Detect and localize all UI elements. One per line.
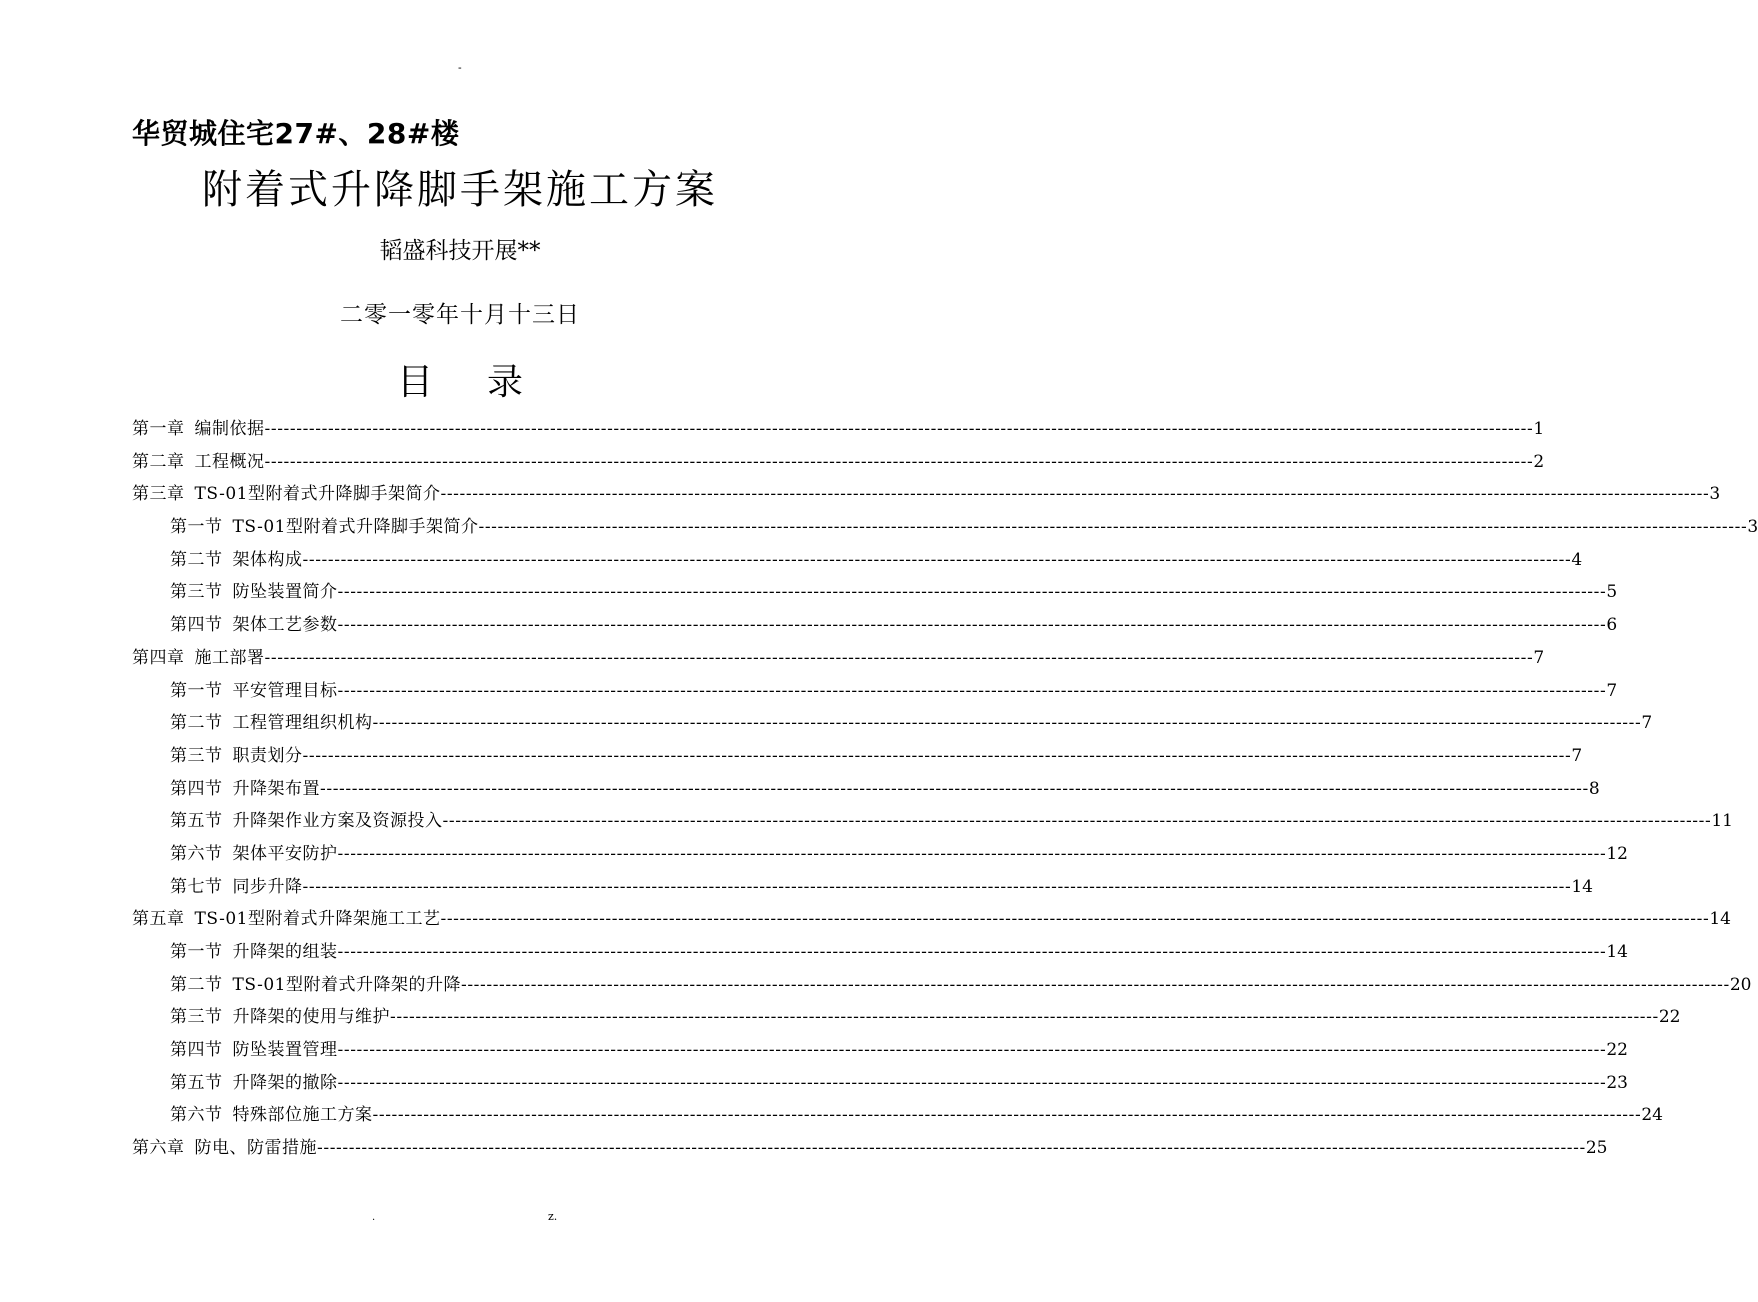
- toc-dot-leader: --------------------------------------------------------------------------------------------------------------------------------------------------------------------------------------------------------: [390, 1007, 1659, 1028]
- toc-dot-leader: --------------------------------------------------------------------------------------------------------------------------------------------------------------------------------------------------------: [440, 909, 1710, 930]
- toc-section-entry[interactable]: [132, 577, 1618, 610]
- toc-page-number: 3: [1747, 517, 1758, 538]
- toc-entry-title: 防坠装置管理: [232, 1040, 338, 1061]
- toc-entry-label: [170, 774, 320, 799]
- toc-heading-part1: 目: [396, 362, 433, 403]
- toc-heading: [0, 354, 920, 405]
- toc-entry-number: 第一节: [170, 942, 223, 962]
- toc-entry-number: 第二节: [170, 713, 223, 734]
- toc-dot-leader: --------------------------------------------------------------------------------------------------------------------------------------------------------------------------------------------------------: [372, 713, 1642, 734]
- toc-dot-leader: --------------------------------------------------------------------------------------------------------------------------------------------------------------------------------------------------------: [337, 582, 1607, 603]
- toc-page-number: 23: [1606, 1072, 1628, 1093]
- toc-section-entry[interactable]: [132, 872, 1593, 905]
- toc-entry-number: 第二章: [132, 451, 185, 472]
- toc-entry-title: 施工部署: [194, 647, 265, 668]
- toc-chapter-entry[interactable]: [132, 447, 1545, 480]
- toc-entry-number: 第六节: [170, 1105, 223, 1126]
- toc-chapter-entry[interactable]: [132, 1133, 1608, 1166]
- toc-entry-label: [170, 872, 303, 897]
- toc-chapter-entry[interactable]: [132, 904, 1731, 937]
- toc-section-entry[interactable]: [132, 1068, 1628, 1101]
- toc-entry-label: [170, 1068, 338, 1093]
- toc-entry-number: 第五节: [170, 811, 223, 832]
- toc-page-number: 7: [1641, 713, 1653, 734]
- toc-chapter-entry[interactable]: [132, 643, 1545, 676]
- toc-section-entry[interactable]: [132, 545, 1583, 578]
- toc-dot-leader: --------------------------------------------------------------------------------------------------------------------------------------------------------------------------------------------------------: [264, 451, 1534, 472]
- toc-page-number: 11: [1711, 811, 1733, 832]
- toc-entry-title: 升降架的组装: [232, 942, 338, 962]
- toc-page-number: 4: [1571, 549, 1583, 570]
- toc-dot-leader: --------------------------------------------------------------------------------------------------------------------------------------------------------------------------------------------------------: [264, 647, 1534, 668]
- toc-entry-label: [132, 643, 265, 668]
- toc-entry-title: 编制依据: [194, 419, 265, 439]
- toc-entry-label: [132, 447, 265, 472]
- toc-page-number: 7: [1606, 680, 1618, 701]
- toc-entry-label: [170, 937, 338, 962]
- toc-entry-title: 防坠装置简介: [232, 582, 338, 603]
- toc-entry-label: [132, 414, 265, 439]
- toc-page-number: 14: [1606, 942, 1628, 962]
- toc-entry-title: 升降架作业方案及资源投入: [232, 811, 443, 832]
- toc-dot-leader: --------------------------------------------------------------------------------------------------------------------------------------------------------------------------------------------------------: [320, 778, 1589, 799]
- toc-dot-leader: --------------------------------------------------------------------------------------------------------------------------------------------------------------------------------------------------------: [317, 1138, 1586, 1159]
- toc-entry-title: 平安管理目标: [232, 680, 338, 701]
- toc-entry-number: 第一章: [132, 419, 185, 439]
- toc-entry-title: TS-01型附着式升降架施工工艺: [194, 909, 441, 930]
- toc-dot-leader: --------------------------------------------------------------------------------------------------------------------------------------------------------------------------------------------------------: [337, 1072, 1607, 1093]
- toc-page-number: 14: [1571, 876, 1593, 897]
- toc-entry-label: [132, 1133, 317, 1158]
- company-name: 韬盛科技开展**: [379, 238, 541, 264]
- toc-page-number: 22: [1606, 1040, 1628, 1061]
- toc-page-number: 25: [1585, 1138, 1608, 1159]
- toc-entry-label: [170, 545, 303, 570]
- toc-entry-number: 第五章: [132, 909, 185, 930]
- toc-page-number: 7: [1533, 647, 1545, 668]
- toc-entry-title: 升降架布置: [232, 778, 320, 799]
- toc-entry-title: TS-01型附着式升降脚手架简介: [194, 484, 441, 505]
- toc-dot-leader: --------------------------------------------------------------------------------------------------------------------------------------------------------------------------------------------------------: [372, 1105, 1642, 1126]
- toc-entry-title: 架体工艺参数: [232, 615, 338, 636]
- toc-section-entry[interactable]: [132, 806, 1733, 839]
- toc-entry-number: 第五节: [170, 1072, 223, 1093]
- toc-entry-label: [132, 904, 440, 929]
- toc-section-entry[interactable]: [132, 1100, 1663, 1133]
- toc-section-entry[interactable]: [132, 610, 1618, 643]
- document-date: 二零一零年十月十三日: [340, 302, 580, 328]
- toc-entry-label: [170, 676, 338, 701]
- toc-entry-number: 第三节: [170, 745, 223, 766]
- toc-dot-leader: --------------------------------------------------------------------------------------------------------------------------------------------------------------------------------------------------------: [337, 615, 1607, 636]
- toc-entry-title: 架体构成: [232, 549, 303, 570]
- toc-entry-number: 第四章: [132, 647, 185, 668]
- toc-entry-title: 特殊部位施工方案: [232, 1105, 373, 1126]
- toc-dot-leader: --------------------------------------------------------------------------------------------------------------------------------------------------------------------------------------------------------: [302, 549, 1572, 570]
- toc-entry-number: 第四节: [170, 1040, 223, 1061]
- toc-entry-label: [132, 479, 440, 504]
- toc-section-entry[interactable]: [132, 774, 1600, 807]
- toc-entry-label: [170, 1100, 373, 1125]
- toc-entry-title: TS-01型附着式升降脚手架简介: [232, 517, 479, 538]
- toc-section-entry[interactable]: [132, 676, 1618, 709]
- toc-entry-title: 职责划分: [232, 745, 303, 766]
- toc-section-entry[interactable]: [132, 512, 1758, 545]
- toc-page-number: 14: [1709, 909, 1731, 930]
- toc-entry-number: 第二节: [170, 549, 223, 570]
- toc-dot-leader: --------------------------------------------------------------------------------------------------------------------------------------------------------------------------------------------------------: [442, 811, 1712, 832]
- document-title: 附着式升降脚手架施工方案: [202, 167, 718, 213]
- toc-entry-label: [170, 839, 338, 864]
- toc-dot-leader: --------------------------------------------------------------------------------------------------------------------------------------------------------------------------------------------------------: [440, 484, 1710, 505]
- toc-dot-leader: --------------------------------------------------------------------------------------------------------------------------------------------------------------------------------------------------------: [337, 843, 1607, 864]
- header-mark: -: [458, 62, 462, 74]
- toc-entry-number: 第四节: [170, 615, 223, 636]
- footer-right-mark: z.: [548, 1210, 558, 1223]
- table-of-contents: [132, 414, 1758, 1166]
- toc-entry-label: [170, 806, 443, 831]
- toc-page-number: 2: [1533, 451, 1545, 472]
- toc-dot-leader: --------------------------------------------------------------------------------------------------------------------------------------------------------------------------------------------------------: [302, 876, 1572, 897]
- toc-entry-number: 第二节: [170, 974, 223, 995]
- toc-page-number: 20: [1729, 974, 1752, 995]
- toc-entry-title: 升降架的撤除: [232, 1072, 338, 1093]
- toc-section-entry[interactable]: [132, 1002, 1681, 1035]
- toc-page-number: 24: [1641, 1105, 1663, 1126]
- toc-page-number: 1: [1533, 419, 1545, 439]
- toc-section-entry[interactable]: [132, 741, 1583, 774]
- toc-entry-title: 架体平安防护: [232, 843, 338, 864]
- toc-entry-number: 第一节: [170, 517, 223, 538]
- toc-entry-label: [170, 1035, 338, 1060]
- toc-entry-label: [170, 577, 338, 602]
- toc-section-entry[interactable]: [132, 937, 1628, 970]
- toc-section-entry[interactable]: [132, 1035, 1628, 1068]
- toc-entry-label: [170, 708, 373, 733]
- toc-dot-leader: --------------------------------------------------------------------------------------------------------------------------------------------------------------------------------------------------------: [264, 419, 1534, 439]
- toc-page-number: 5: [1606, 582, 1618, 603]
- project-name: 华贸城住宅27#、28#楼: [132, 117, 460, 150]
- toc-heading-part2: 录: [487, 362, 524, 403]
- toc-entry-number: 第三章: [132, 484, 185, 505]
- toc-entry-title: 升降架的使用与维护: [232, 1007, 390, 1028]
- toc-dot-leader: --------------------------------------------------------------------------------------------------------------------------------------------------------------------------------------------------------: [337, 680, 1607, 701]
- toc-entry-label: [170, 610, 338, 635]
- toc-page-number: 6: [1606, 615, 1618, 636]
- toc-entry-title: 同步升降: [232, 876, 303, 897]
- toc-chapter-entry[interactable]: [132, 479, 1721, 512]
- toc-entry-label: [170, 1002, 390, 1027]
- toc-entry-title: 工程管理组织机构: [232, 713, 373, 734]
- toc-chapter-entry[interactable]: [132, 414, 1545, 447]
- toc-entry-label: [170, 741, 303, 766]
- toc-entry-number: 第七节: [170, 876, 223, 897]
- toc-page-number: 22: [1658, 1007, 1681, 1028]
- toc-entry-label: [170, 512, 478, 537]
- toc-entry-number: 第一节: [170, 680, 223, 701]
- toc-page-number: 12: [1606, 843, 1628, 864]
- toc-page-number: 8: [1588, 778, 1600, 799]
- toc-entry-number: 第三节: [170, 1007, 223, 1028]
- toc-page-number: 3: [1709, 484, 1721, 505]
- toc-section-entry[interactable]: [132, 708, 1653, 741]
- footer-left-mark: .: [372, 1212, 376, 1223]
- toc-dot-leader: --------------------------------------------------------------------------------------------------------------------------------------------------------------------------------------------------------: [337, 1040, 1607, 1061]
- toc-entry-title: TS-01型附着式升降架的升降: [232, 974, 461, 995]
- toc-dot-leader: --------------------------------------------------------------------------------------------------------------------------------------------------------------------------------------------------------: [460, 974, 1730, 995]
- toc-dot-leader: --------------------------------------------------------------------------------------------------------------------------------------------------------------------------------------------------------: [302, 745, 1572, 766]
- toc-entry-title: 防电、防雷措施: [194, 1138, 317, 1159]
- toc-entry-number: 第四节: [170, 778, 223, 799]
- toc-entry-number: 第六章: [132, 1138, 185, 1159]
- toc-entry-number: 第六节: [170, 843, 223, 864]
- toc-entry-number: 第三节: [170, 582, 223, 603]
- toc-entry-label: [170, 970, 461, 995]
- toc-page-number: 7: [1571, 745, 1583, 766]
- toc-dot-leader: --------------------------------------------------------------------------------------------------------------------------------------------------------------------------------------------------------: [478, 517, 1748, 538]
- toc-section-entry[interactable]: [132, 970, 1752, 1003]
- toc-dot-leader: --------------------------------------------------------------------------------------------------------------------------------------------------------------------------------------------------------: [337, 942, 1607, 962]
- toc-section-entry[interactable]: [132, 839, 1628, 872]
- toc-entry-title: 工程概况: [194, 451, 265, 472]
